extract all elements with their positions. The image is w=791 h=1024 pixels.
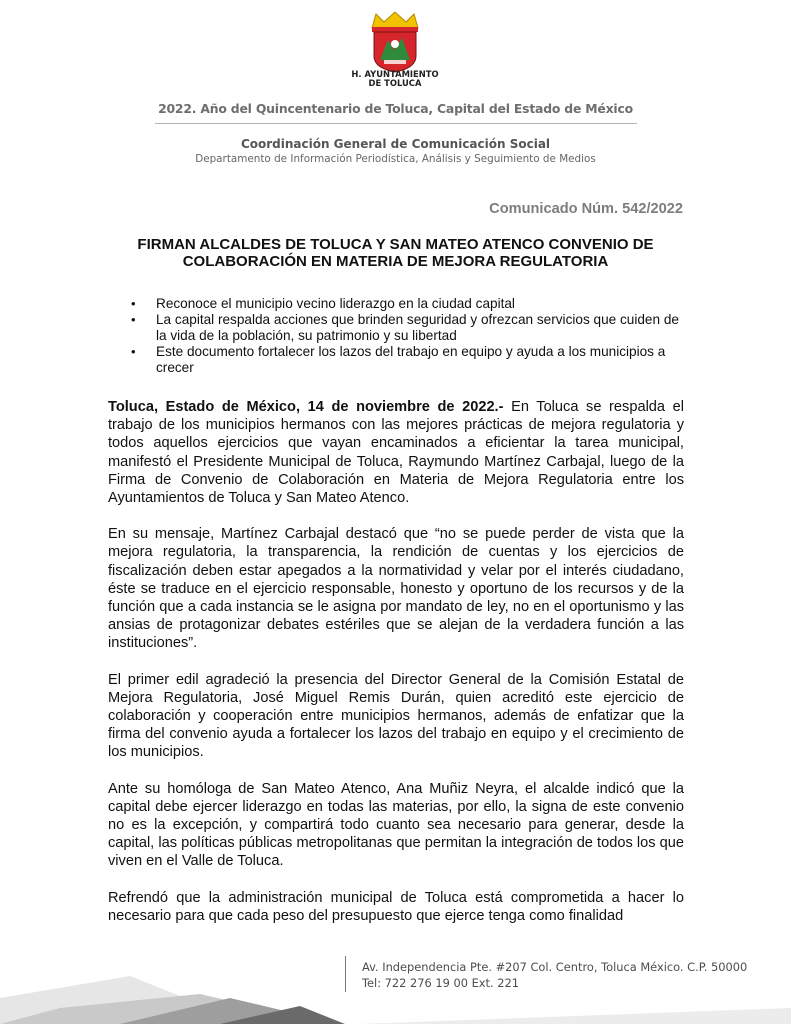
paragraph-text: En Toluca se respalda el trabajo de los municipios hermanos con las mejores prácticas de mejora regulatoria y todos aquellos ejercicios que vayan encaminados a eficientar la tarea municipal, manifestó el Presidente Municipal de Toluca, Raymundo Martínez Carbajal, luego de la Firma de Convenio de Colaboración en Materia de Mejora Regulatoria entre los Ayuntamientos de Toluca y San Mateo Atenco. (108, 399, 684, 507)
bullet-item: • La capital respalda acciones que brinden seguridad y ofrezcan servicios que cuiden de la vida de la población, su patrimonio y su libertad (108, 312, 688, 343)
communique-number: Comunicado Núm. 542/2022 (489, 201, 683, 217)
bullet-item: • Reconoce el municipio vecino liderazgo en la ciudad capital (108, 296, 688, 311)
paragraph (108, 398, 684, 507)
year-motto: 2022. Año del Quincentenario de Toluca, Capital del Estado de México (158, 101, 633, 116)
summary-bullets (108, 296, 688, 376)
headline: FIRMAN ALCALDES DE TOLUCA Y SAN MATEO ATENCO CONVENIO DE COLABORACIÓN EN MATERIA DE MEJORA REGULATORIA (137, 236, 654, 270)
coordination-title: Coordinación General de Comunicación Social (240, 137, 551, 151)
paragraph: El primer edil agradeció la presencia del Director General de la Comisión Estatal de Mejora Regulatoria, José Miguel Remis Durán, quien acreditó este ejercicio de colaboración y cooperación entre municipios hermanos, además de enfatizar que la firma del convenio ayuda a fortalecer los lazos del trabajo en equipo y el crecimiento de los municipios. (108, 671, 684, 761)
crown-shape (372, 12, 418, 28)
footer-separator (345, 956, 346, 992)
logo-caption-line1: H. AYUNTAMIENTO (351, 69, 439, 79)
department-subtitle: Departamento de Información Periodística, Análisis y Seguimiento de Medios (195, 153, 596, 165)
bullet-item: • Este documento fortalecer los lazos del trabajo en equipo y ayuda a los municipios a crecer (108, 344, 688, 375)
article-body (108, 398, 684, 943)
logo-caption (330, 70, 460, 88)
paragraph: Refrendó que la administración municipal de Toluca está comprometida a hacer lo necesario para que cada peso del presupuesto que ejerce tenga como finalidad (108, 889, 684, 924)
dateline: Toluca, Estado de México, 14 de noviembre de 2022.- (108, 399, 504, 415)
header-divider (155, 123, 637, 124)
paragraph: En su mensaje, Martínez Carbajal destacó que “no se puede perder de vista que la mejora regulatoria, la transparencia, la rendición de cuentas y los ejercicios de fiscalización deben estar apegados a la normatividad y velar por el interés ciudadano, éste se traduce en el ejercicio responsable, honesto y oportuno de los recursos y de la función que a cada instancia se le asigna por mandato de ley, no en el oportunismo y las ansias de protagonizar debates estériles que se alejan de la verdadera función a las instituciones”. (108, 526, 684, 652)
footer-address: Av. Independencia Pte. #207 Col. Centro, Toluca México. C.P. 50000 (362, 960, 748, 974)
logo-caption-line2: DE TOLUCA (368, 78, 422, 88)
paragraph: Ante su homóloga de San Mateo Atenco, Ana Muñiz Neyra, el alcalde indicó que la capital debe ejercer liderazgo en todas las materias, por ello, la signa de este convenio no es la excepción, y compartirá todo cuanto sea necesario para generar, desde la capital, las políticas públicas metropolitanas que permitan la integración de todos los que viven en el Valle de Toluca. (108, 780, 684, 870)
footer-phone: Tel: 722 276 19 00 Ext. 221 (362, 976, 519, 990)
